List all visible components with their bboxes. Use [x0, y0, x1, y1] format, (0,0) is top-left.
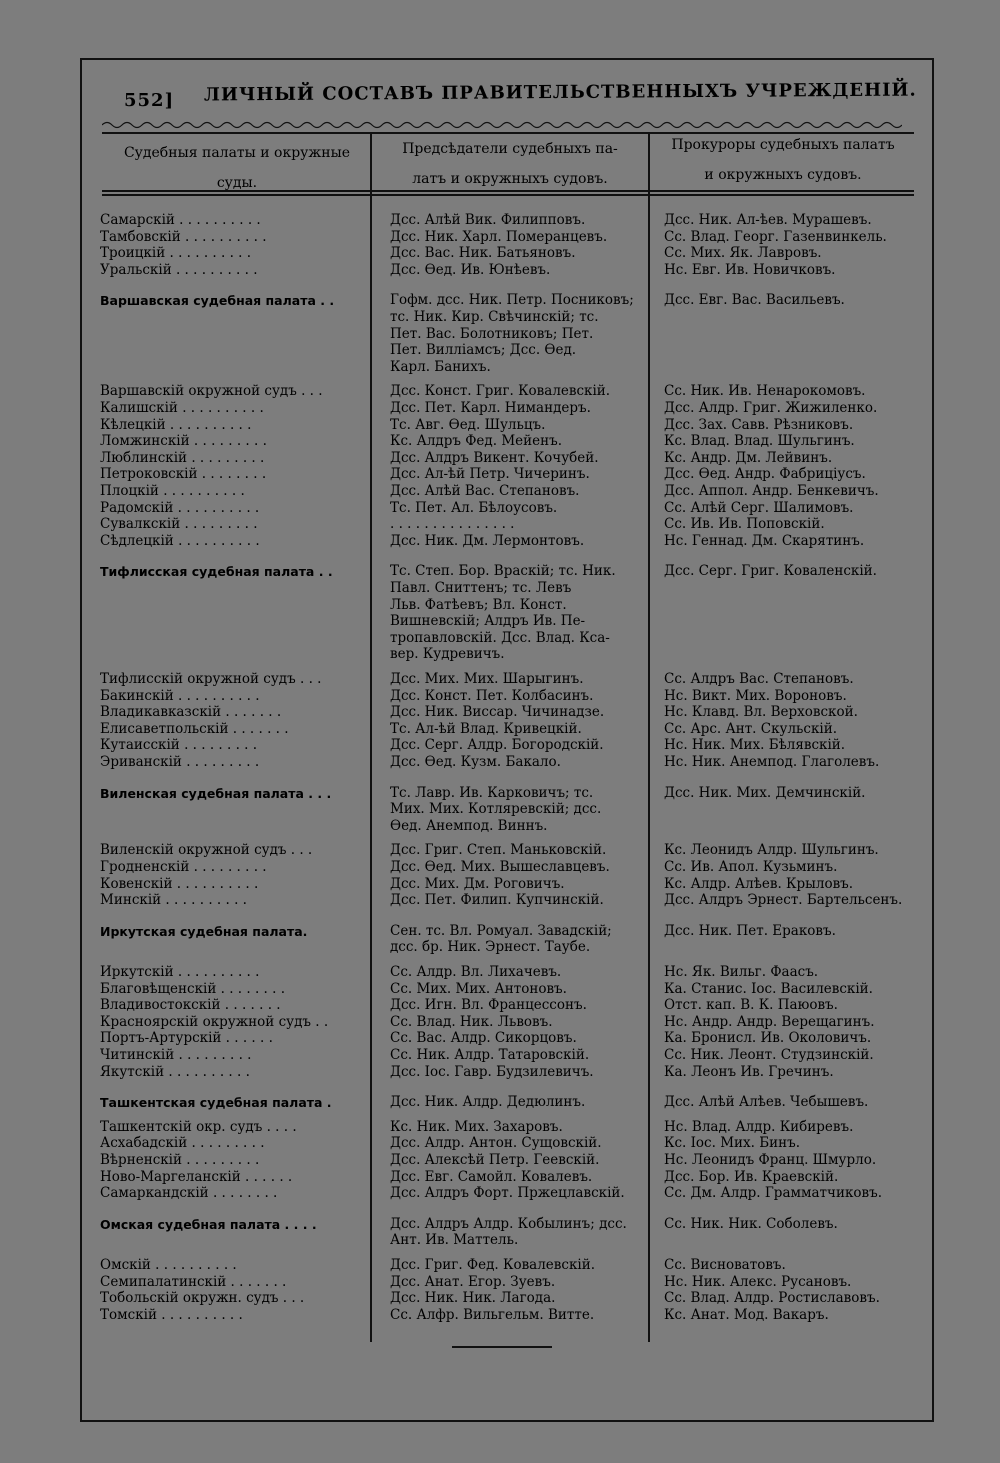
prosecutor-name: Нс. Андр. Андр. Верещагинъ.: [664, 1013, 875, 1030]
prosecutor-name: Кс. Іос. Мих. Бинъ.: [664, 1135, 801, 1152]
president-name: Дсс. Ѳед. Ив. Юнѣевъ.: [390, 261, 551, 278]
prosecutor-name: Нс. Ник. Мих. Бѣлявскій.: [664, 737, 846, 754]
court-name: Вѣрненскій . . . . . . . . .: [100, 1152, 260, 1168]
court-name: Калишскій . . . . . . . . . .: [100, 400, 264, 416]
table-row: [82, 785, 930, 802]
table-row: [82, 1094, 930, 1111]
table-row: [82, 1014, 930, 1031]
president-name: Дсс. Григ. Степ. Маньковскій.: [390, 842, 607, 859]
table-row: [82, 688, 930, 705]
table-row: [82, 704, 930, 721]
prosecutor-name: Нс. Евг. Ив. Новичковъ.: [664, 261, 836, 278]
court-name: Иркутскій . . . . . . . . . .: [100, 964, 260, 980]
table-row: [82, 1216, 930, 1233]
table-row: [82, 212, 930, 229]
table-row: [82, 359, 930, 376]
president-name: Ѳед. Анемпод. Виннъ.: [390, 817, 548, 834]
president-name: Дсс. Ѳед. Кузм. Бакало.: [390, 754, 561, 770]
court-name: Семипалатинскій . . . . . . .: [100, 1273, 287, 1290]
prosecutor-name: Нс. Клавд. Вл. Верховской.: [664, 704, 858, 721]
president-name: Мих. Мих. Котляревскій; дсс.: [390, 801, 602, 818]
president-name: Дсс. Алѣй Вик. Филипповъ.: [390, 212, 586, 228]
table-row: [82, 1290, 930, 1307]
president-name: Тс. Степ. Бор. Враскій; тс. Ник.: [390, 563, 616, 580]
president-name: Сс. Мих. Мих. Антоновъ.: [390, 980, 567, 997]
court-name: Сѣдлецкій . . . . . . . . . .: [100, 532, 260, 549]
court-name: Асхабадскій . . . . . . . . .: [100, 1135, 265, 1152]
president-name: Дсс. Пет. Филип. Купчинскій.: [390, 892, 604, 909]
president-name: Дсс. Вас. Ник. Батьяновъ.: [390, 245, 576, 262]
prosecutor-name: Дсс. Аппол. Андр. Бенкевичъ.: [664, 483, 879, 499]
court-name: Ново-Маргеланскій . . . . . .: [100, 1168, 293, 1185]
president-name: Тс. Лавр. Ив. Карковичъ; тс.: [390, 784, 594, 801]
table-row: [82, 1169, 930, 1186]
court-name: Варшавская судебная палата . .: [100, 293, 335, 309]
court-name: Сувалкскій . . . . . . . . .: [100, 516, 258, 533]
prosecutor-name: Кс. Анат. Мод. Вакаръ.: [664, 1306, 829, 1323]
president-name: Дсс. Алдръ Викент. Кочубей.: [390, 449, 599, 466]
table-row: [82, 1047, 930, 1064]
prosecutor-name: Дсс. Ѳед. Андр. Фабрицiусъ.: [664, 466, 866, 483]
president-name: Ант. Ив. Маттель.: [390, 1232, 519, 1249]
president-name: Дсс. Ник. Виссар. Чичинадзе.: [390, 704, 605, 721]
table-row: [82, 1274, 930, 1291]
president-name: дсс. бр. Ник. Эрнест. Таубе.: [390, 939, 591, 956]
prosecutor-name: Сс. Влад. Алдр. Ростиславовъ.: [664, 1290, 880, 1307]
court-name: Ташкентскій окр. судъ . . . .: [100, 1118, 297, 1135]
court-name: Уральскій . . . . . . . . . .: [100, 261, 258, 278]
court-name: Ломжинскій . . . . . . . . .: [100, 433, 267, 450]
prosecutor-name: Дсс. Алѣй Алѣев. Чебышевъ.: [664, 1094, 869, 1111]
prosecutor-name: Нс. Ник. Анемпод. Глаголевъ.: [664, 754, 880, 770]
president-name: Дсс. Іос. Гавр. Будзилевичъ.: [390, 1063, 594, 1080]
table-row: [82, 292, 930, 309]
table-row: [82, 754, 930, 771]
president-name: Сс. Алдр. Вл. Лихачевъ.: [390, 964, 562, 980]
table-row: [82, 801, 930, 818]
court-name: Радомскій . . . . . . . . . .: [100, 499, 260, 516]
president-name: Дсс. Евг. Самойл. Ковалевъ.: [390, 1168, 593, 1185]
table-row: [82, 516, 930, 533]
table-row: [82, 450, 930, 467]
prosecutor-name: Сс. Ник. Леонт. Студзинскій.: [664, 1047, 874, 1063]
president-name: тс. Ник. Кир. Свѣчинскій; тс.: [390, 309, 599, 325]
table-row: [82, 597, 930, 614]
court-name: Ташкентская судебная палата .: [100, 1095, 332, 1111]
prosecutor-name: Кс. Алдр. Алѣев. Крыловъ.: [664, 875, 854, 892]
court-name: Минскій . . . . . . . . . .: [100, 892, 247, 909]
prosecutor-name: Нс. Ник. Алекс. Русановъ.: [664, 1273, 852, 1290]
president-name: Дсс. Ник. Харл. Померанцевъ.: [390, 228, 608, 245]
president-name: Дсс. Ник. Дм. Лермонтовъ.: [390, 532, 585, 549]
prosecutor-name: Нс. Геннад. Дм. Скарятинъ.: [664, 532, 865, 549]
court-name: Эриванскій . . . . . . . . .: [100, 754, 260, 770]
court-name: Благовѣщенскій . . . . . . . .: [100, 980, 285, 997]
president-name: Дсс. Серг. Алдр. Богородскій.: [390, 737, 604, 754]
decorative-wave-rule: [102, 120, 902, 130]
table-row: [82, 580, 930, 597]
table-row: [82, 500, 930, 517]
table-row: [82, 400, 930, 417]
table-row: [82, 630, 930, 647]
court-name: Читинскій . . . . . . . . .: [100, 1047, 252, 1063]
president-name: Сен. тс. Вл. Ромуал. Завадскій;: [390, 922, 612, 939]
court-name: Портъ-Артурскій . . . . . .: [100, 1030, 273, 1047]
prosecutor-name: Сс. Ник. Ник. Соболевъ.: [664, 1215, 838, 1232]
court-name: Ковенскій . . . . . . . . . .: [100, 875, 259, 892]
table-row: [82, 737, 930, 754]
president-name: Дсс. Алѣй Вас. Степановъ.: [390, 483, 580, 499]
court-name: Варшавскій окружной судъ . . .: [100, 383, 323, 400]
column-header-prosecutors: Прокуроры судебныхъ палатъ и окружныхъ судовъ.: [671, 137, 895, 183]
court-name: Владикавказскій . . . . . . .: [100, 704, 282, 721]
table-row: [82, 1030, 930, 1047]
president-name: Льв. Фатѣевъ; Вл. Конст.: [390, 596, 567, 613]
president-name: Дсс. Ник. Алдр. Дедюлинъ.: [390, 1094, 586, 1111]
table-row: [82, 342, 930, 359]
prosecutor-name: Сс. Алѣй Серг. Шалимовъ.: [664, 499, 854, 516]
court-name: Бакинскій . . . . . . . . . .: [100, 687, 260, 704]
table-row: [82, 483, 930, 500]
prosecutor-name: Сс. Висноватовъ.: [664, 1257, 786, 1273]
court-name: Виленскій окружной судъ . . .: [100, 842, 313, 859]
prosecutor-name: Ка. Бронисл. Ив. Околовичъ.: [664, 1030, 872, 1047]
president-name: Павл. Сниттенъ; тс. Левъ: [390, 580, 572, 596]
prosecutor-name: Кс. Влад. Влад. Шульгинъ.: [664, 433, 855, 450]
table-row: [82, 262, 930, 279]
prosecutor-name: Дсс. Серг. Григ. Коваленскій.: [664, 563, 877, 580]
court-name: Тифлисская судебная палата . .: [100, 564, 333, 580]
table-row: [82, 892, 930, 909]
prosecutor-name: Сс. Ив. Апол. Кузьминъ.: [664, 859, 838, 875]
president-name: Дсс. Анат. Егор. Зуевъ.: [390, 1273, 556, 1290]
table-row: [82, 613, 930, 630]
president-name: Карл. Банихъ.: [390, 358, 491, 375]
prosecutor-name: Нс. Влад. Алдр. Кибиревъ.: [664, 1118, 854, 1135]
president-name: . . . . . . . . . . . . . . .: [390, 516, 515, 533]
president-name: Дсс. Алдръ Алдр. Кобылинъ; дсс.: [390, 1215, 627, 1232]
prosecutor-name: Дсс. Алдр. Григ. Жижиленко.: [664, 400, 878, 416]
president-name: вер. Кудревичъ.: [390, 646, 505, 663]
president-name: Дсс. Игн. Вл. Францессонъ.: [390, 997, 587, 1014]
president-name: Дсс. Ал-ѣй Петр. Чичеринъ.: [390, 466, 590, 483]
table-row: [82, 981, 930, 998]
president-name: Дсс. Конст. Григ. Ковалевскій.: [390, 383, 611, 400]
table-row: [82, 417, 930, 434]
president-name: Дсс. Алексѣй Петр. Геевскій.: [390, 1152, 600, 1168]
table-row: [82, 671, 930, 688]
court-name: Омская судебная палата . . . .: [100, 1216, 317, 1232]
table-row: [82, 859, 930, 876]
prosecutor-name: Ка. Станис. Іос. Василевскій.: [664, 980, 873, 997]
president-name: Тс. Пет. Ал. Бѣлоусовъ.: [390, 499, 558, 516]
table-row: [82, 1135, 930, 1152]
prosecutor-name: Нс. Як. Вильг. Фаасъ.: [664, 964, 819, 980]
court-name: Тамбовскій . . . . . . . . . .: [100, 228, 267, 245]
table-row: [82, 1307, 930, 1324]
president-name: Кс. Ник. Мих. Захаровъ.: [390, 1118, 563, 1135]
president-name: Сс. Алфр. Вильгельм. Витте.: [390, 1306, 595, 1323]
table-row: [82, 1064, 930, 1081]
table-row: [82, 466, 930, 483]
prosecutor-name: Сс. Мих. Як. Лавровъ.: [664, 245, 822, 262]
court-name: Кѣлецкій . . . . . . . . . .: [100, 416, 252, 433]
president-name: Дсс. Ѳед. Мих. Вышеславцевъ.: [390, 859, 610, 875]
president-name: Дсс. Конст. Пет. Колбасинъ.: [390, 687, 594, 704]
court-name: Якутскій . . . . . . . . . .: [100, 1063, 250, 1080]
president-name: Дсс. Пет. Карл. Нимандеръ.: [390, 400, 591, 416]
court-name: Омскій . . . . . . . . . .: [100, 1257, 237, 1273]
prosecutor-name: Кс. Леонидъ Алдр. Шульгинъ.: [664, 842, 879, 859]
president-name: Дсс. Ник. Ник. Лагода.: [390, 1290, 556, 1307]
page-title: ЛИЧНЫЙ СОСТАВЪ ПРАВИТЕЛЬСТВЕННЫХЪ УЧРЕЖДЕНІЙ.: [203, 79, 917, 106]
table-row: [82, 326, 930, 343]
table-row: [82, 1152, 930, 1169]
column-header-courts: Судебныя палаты и окружные суды.: [123, 145, 351, 191]
table-row: [82, 245, 930, 262]
president-name: Тс. Ал-ѣй Влад. Кривецкій.: [390, 720, 582, 737]
president-name: Тс. Авг. Ѳед. Шульцъ.: [390, 416, 546, 433]
table-row: [82, 533, 930, 550]
prosecutor-name: Сс. Дм. Алдр. Грамматчиковъ.: [664, 1185, 882, 1202]
court-name: Тифлисскій окружной судъ . . .: [100, 671, 322, 687]
column-header-presidents: Предсѣдатели судебныхъ па- латъ и окружныхъ судовъ.: [402, 141, 618, 187]
prosecutor-name: Дсс. Ник. Пет. Ераковъ.: [664, 922, 836, 939]
president-name: Дсс. Алдр. Антон. Сущовскій.: [390, 1135, 602, 1152]
table-row: [82, 876, 930, 893]
president-name: Сс. Ник. Алдр. Татаровскій.: [390, 1047, 590, 1063]
table-row: [82, 383, 930, 400]
court-name: Петроковскій . . . . . . . .: [100, 466, 267, 483]
table-row: [82, 309, 930, 326]
prosecutor-name: Сс. Влад. Георг. Газенвинкель.: [664, 228, 887, 245]
table-row: [82, 646, 930, 663]
prosecutor-name: Дсс. Евг. Вас. Васильевъ.: [664, 292, 845, 309]
table-row: [82, 964, 930, 981]
president-name: Кс. Алдръ Фед. Мейенъ.: [390, 433, 562, 450]
president-name: Дсс. Григ. Фед. Ковалевскій.: [390, 1257, 595, 1273]
table-row: [82, 1119, 930, 1136]
table-row: [82, 229, 930, 246]
court-name: Гродненскій . . . . . . . . .: [100, 859, 267, 875]
prosecutor-name: Отст. кап. В. К. Паюовъ.: [664, 997, 838, 1014]
prosecutor-name: Сс. Арс. Ант. Скульскій.: [664, 720, 837, 737]
court-name: Тобольскій окружн. судъ . . .: [100, 1290, 305, 1307]
prosecutor-name: Сс. Ник. Ив. Ненарокомовъ.: [664, 383, 866, 400]
president-name: Сс. Вас. Алдр. Сикорцовъ.: [390, 1030, 577, 1047]
prosecutor-name: Дсс. Ник. Мих. Демчинскій.: [664, 784, 866, 801]
president-name: Дсс. Мих. Дм. Роговичъ.: [390, 875, 565, 892]
table-row: [82, 923, 930, 940]
court-name: Самарскій . . . . . . . . . .: [100, 212, 261, 228]
president-name: Вишневскій; Алдръ Ив. Пе-: [390, 613, 586, 630]
president-name: Пет. Вас. Болотниковъ; Пет.: [390, 325, 594, 342]
table-row: [82, 1257, 930, 1274]
prosecutor-name: Сс. Алдръ Вас. Степановъ.: [664, 671, 854, 687]
table-row: [82, 433, 930, 450]
table-row: [82, 721, 930, 738]
table-row: [82, 1232, 930, 1249]
president-name: Дсс. Алдръ Форт. Пржецлавскій.: [390, 1185, 625, 1202]
document-page: [80, 58, 934, 1422]
prosecutor-name: Дсс. Ник. Ал-ѣев. Мурашевъ.: [664, 212, 872, 228]
court-name: Самаркандскій . . . . . . . .: [100, 1185, 278, 1202]
court-name: Кутаисскій . . . . . . . . .: [100, 737, 258, 754]
president-name: Дсс. Мих. Мих. Шарыгинъ.: [390, 671, 584, 687]
page-number: 552]: [124, 90, 175, 111]
court-name: Троицкій . . . . . . . . . .: [100, 245, 252, 262]
court-name: Томскій . . . . . . . . . .: [100, 1306, 243, 1323]
court-name: Виленская судебная палата . . .: [100, 785, 332, 801]
president-name: Пет. Виллiамсъ; Дсс. Ѳед.: [390, 342, 577, 359]
prosecutor-name: Сс. Ив. Ив. Поповскій.: [664, 516, 825, 533]
prosecutor-name: Кс. Андр. Дм. Лейвинъ.: [664, 449, 833, 466]
president-name: тропавловскій. Дсс. Влад. Кса-: [390, 629, 610, 646]
court-name: Владивостокскій . . . . . . .: [100, 997, 281, 1014]
prosecutor-name: Ка. Леонъ Ив. Гречинъ.: [664, 1063, 834, 1080]
court-name: Люблинскій . . . . . . . . .: [100, 449, 265, 466]
prosecutor-name: Нс. Леонидъ Франц. Шмурло.: [664, 1152, 877, 1168]
court-name: Плоцкій . . . . . . . . . .: [100, 483, 245, 499]
bottom-rule: [452, 1346, 552, 1348]
court-name: Иркутская судебная палата.: [100, 923, 308, 939]
table-row: [82, 842, 930, 859]
court-name: Елисаветпольскій . . . . . . .: [100, 720, 289, 737]
court-name: Красноярскій окружной судъ . .: [100, 1013, 329, 1030]
president-name: Гофм. дсс. Ник. Петр. Посниковъ;: [390, 292, 634, 309]
table-row: [82, 939, 930, 956]
prosecutor-name: Дсс. Бор. Ив. Краевскій.: [664, 1168, 839, 1185]
table-row: [82, 818, 930, 835]
prosecutor-name: Дсс. Алдръ Эрнест. Бартельсенъ.: [664, 892, 903, 909]
table-row: [82, 1185, 930, 1202]
table-row: [82, 563, 930, 580]
prosecutor-name: Дсс. Зах. Савв. Рѣзниковъ.: [664, 416, 854, 433]
table-row: [82, 997, 930, 1014]
president-name: Сс. Влад. Ник. Львовъ.: [390, 1013, 553, 1030]
prosecutor-name: Нс. Викт. Мих. Вороновъ.: [664, 687, 847, 704]
